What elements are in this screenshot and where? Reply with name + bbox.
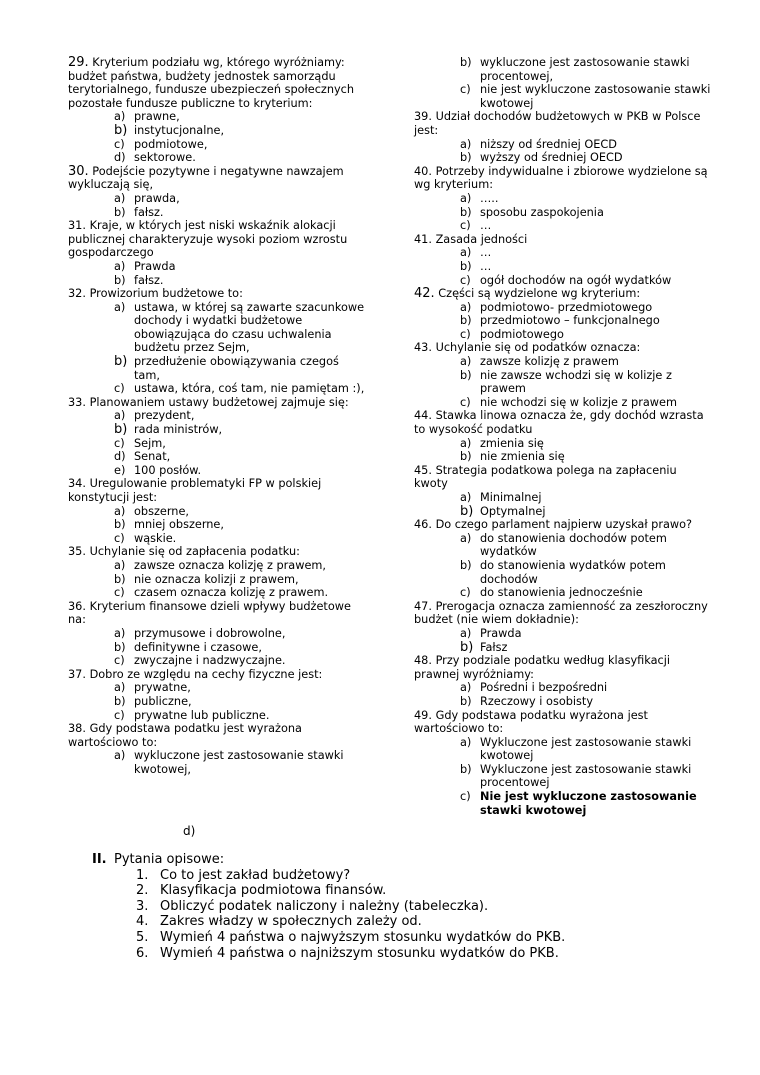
- descriptive-question-text: Klasyfikacja podmiotowa finansów.: [160, 883, 387, 899]
- option-label: b): [460, 56, 472, 69]
- option-label: a): [460, 681, 472, 695]
- answer-option: [414, 695, 714, 709]
- answer-option: [68, 627, 368, 641]
- question-number: 36.: [68, 599, 86, 613]
- answer-option: [414, 246, 714, 260]
- question-number: 47.: [414, 599, 432, 613]
- question: [414, 233, 714, 247]
- option-text: …: [480, 246, 492, 260]
- option-text: wykluczone jest zastosowanie stawki kwotowej,: [134, 749, 344, 776]
- question-text: Gdy podstawa podatku jest wyrażona wartościowo to:: [68, 722, 302, 749]
- answer-option: [68, 274, 368, 288]
- option-text: zawsze oznacza kolizję z prawem,: [134, 558, 327, 572]
- right-column: [414, 56, 714, 817]
- option-label: c): [114, 137, 125, 151]
- question-number: 49.: [414, 708, 432, 722]
- option-text: …..: [480, 191, 499, 205]
- question-number: 29.: [68, 55, 89, 70]
- option-label: a): [460, 355, 472, 369]
- option-label: c): [114, 436, 125, 450]
- section-2-title: Pytania opisowe:: [114, 852, 225, 867]
- option-text: sposobu zaspokojenia: [480, 205, 604, 219]
- option-label: b): [114, 122, 128, 138]
- option-label: a): [460, 626, 472, 640]
- option-label: c): [114, 531, 125, 545]
- answer-option: [68, 518, 368, 532]
- answer-option: [414, 355, 714, 369]
- option-label: a): [114, 558, 126, 572]
- option-label: a): [460, 436, 472, 450]
- answer-options: [68, 192, 368, 219]
- answer-options: [68, 110, 368, 164]
- answer-option: [414, 56, 714, 83]
- option-label: a): [114, 626, 126, 640]
- option-label: b): [114, 694, 126, 708]
- option-text: …: [480, 219, 492, 233]
- option-text: Prawda: [134, 259, 176, 273]
- answer-option: [68, 559, 368, 573]
- option-text: przedłużenie obowiązywania czegoś tam,: [134, 355, 339, 382]
- option-label: b): [460, 503, 474, 519]
- answer-option: [68, 301, 368, 355]
- question-number: 30.: [68, 163, 89, 179]
- question-text: Stawka linowa oznacza że, gdy dochód wzrasta to wysokość podatku: [414, 409, 704, 437]
- answer-option: [68, 709, 368, 723]
- answer-options: [414, 192, 714, 233]
- option-label: b): [460, 368, 472, 382]
- question-text: Przy podziale podatku według klasyfikacji prawnej wyróżniamy:: [414, 654, 671, 681]
- answer-option: [414, 736, 714, 763]
- option-label: b): [460, 694, 472, 708]
- question-number: 43.: [414, 341, 432, 355]
- answer-options: [414, 532, 714, 600]
- answer-option: [68, 586, 368, 600]
- option-text: przymusowe i dobrowolne,: [134, 626, 286, 640]
- answer-option: [414, 206, 714, 220]
- descriptive-question-text: Wymień 4 państwa o najniższym stosunku wydatków do PKB.: [160, 945, 559, 961]
- question: [68, 545, 368, 559]
- option-text: nie zawsze wchodzi się w kolizje z prawem: [480, 368, 672, 396]
- descriptive-question-number: 5.: [136, 929, 149, 945]
- answer-option: [68, 505, 368, 519]
- answer-option: [414, 274, 714, 288]
- section-2-list: [92, 868, 565, 962]
- option-label: b): [114, 572, 126, 586]
- option-label: b): [460, 205, 472, 219]
- option-text: prawne,: [134, 110, 180, 124]
- question-text: Gdy podstawa podatku wyrażona jest wartościowo to:: [414, 708, 648, 736]
- answer-option: [68, 573, 368, 587]
- option-text: ustawa, w której są zawarte szacunkowe dochody i wydatki budżetowe obowiązująca do czasu uchwalenia budżetu przez Sejm,: [134, 300, 365, 355]
- option-label: b): [460, 314, 472, 328]
- section-2: [92, 852, 565, 961]
- answer-option: [414, 790, 714, 817]
- answer-option: [414, 328, 714, 342]
- answer-options: [414, 246, 714, 287]
- option-label: b): [460, 450, 472, 464]
- option-text: Prawda: [480, 626, 522, 640]
- option-text: prywatne lub publiczne.: [134, 708, 270, 722]
- question-number: 38.: [68, 722, 86, 736]
- answer-option: [414, 491, 714, 505]
- descriptive-question: [92, 930, 565, 946]
- descriptive-question-number: 3.: [136, 898, 149, 914]
- option-text: instytucjonalne,: [134, 123, 225, 137]
- option-label: a): [114, 681, 126, 695]
- question-number: 31.: [68, 219, 86, 233]
- answer-options: [68, 260, 368, 287]
- option-label: a): [114, 259, 126, 273]
- option-text: czasem oznacza kolizję z prawem.: [134, 586, 329, 600]
- answer-options: [68, 627, 368, 668]
- answer-option: [68, 206, 368, 220]
- stray-option-label: d): [183, 824, 196, 838]
- option-label: a): [114, 749, 126, 763]
- question: [68, 477, 368, 504]
- question-text: Do czego parlament najpierw uzyskał prawo?: [435, 518, 693, 532]
- descriptive-question-number: 6.: [136, 945, 149, 961]
- answer-option: [68, 138, 368, 152]
- descriptive-question: [92, 946, 565, 962]
- option-label: a): [114, 110, 126, 124]
- option-label: a): [460, 246, 472, 260]
- option-text: przedmiotowo – funkcjonalnego: [480, 314, 660, 328]
- answer-options: [414, 355, 714, 409]
- answer-option: [414, 83, 714, 110]
- option-label: b): [460, 259, 472, 273]
- option-text: wąskie.: [134, 531, 177, 545]
- answer-options: [68, 409, 368, 477]
- option-label: d): [114, 151, 126, 165]
- option-text: mniej obszerne,: [134, 518, 224, 532]
- answer-option: [414, 151, 714, 165]
- option-label: a): [460, 300, 472, 314]
- option-text: niższy od średniej OECD: [480, 137, 617, 151]
- answer-option: [414, 260, 714, 274]
- option-label: a): [460, 531, 472, 545]
- option-text: Minimalnej: [480, 491, 542, 504]
- answer-option: [68, 260, 368, 274]
- option-text: Sejm,: [134, 436, 166, 450]
- question-number: 33.: [68, 395, 86, 409]
- option-text: prezydent,: [134, 409, 195, 423]
- question: [68, 396, 368, 410]
- descriptive-question: [92, 868, 565, 884]
- descriptive-question-number: 4.: [136, 914, 149, 930]
- question-text: Części są wydzielone wg kryterium:: [438, 287, 641, 301]
- option-text: nie zmienia się: [480, 450, 565, 464]
- question: [414, 287, 714, 301]
- answer-option: [414, 301, 714, 315]
- answer-option: [68, 124, 368, 138]
- option-text: podmiotowego: [480, 327, 564, 341]
- question: [414, 341, 714, 355]
- question-number: 35.: [68, 545, 86, 559]
- question-text: Uchylanie się od zapłacenia podatku:: [89, 545, 300, 559]
- option-text: zmienia się: [480, 436, 544, 450]
- option-text: 100 posłów.: [134, 463, 202, 477]
- answer-option: [68, 355, 368, 382]
- option-label: a): [114, 409, 126, 423]
- option-text: podmiotowo- przedmiotowego: [480, 300, 653, 314]
- option-text: Senat,: [134, 450, 171, 464]
- question-text: Dobro ze względu na cechy fizyczne jest:: [89, 667, 323, 681]
- option-text: Nie jest wykluczone zastosowanie stawki kwotowej: [480, 790, 697, 817]
- option-text: ustawa, która, coś tam, nie pamiętam :),: [134, 382, 365, 396]
- option-label: b): [460, 558, 472, 572]
- descriptive-question-text: Zakres władzy w społecznych zależy od.: [160, 914, 422, 930]
- question-text: Podejście pozytywne i negatywne nawzajem wykluczają się,: [68, 164, 344, 192]
- option-text: sektorowe.: [134, 151, 196, 165]
- answer-option: [414, 763, 714, 790]
- answer-options: [414, 437, 714, 464]
- answer-options: [414, 301, 714, 342]
- option-label: c): [460, 586, 471, 600]
- option-label: b): [114, 422, 128, 438]
- option-label: a): [460, 735, 472, 749]
- question-number: 39.: [414, 110, 432, 124]
- question: [414, 654, 714, 681]
- descriptive-question-number: 1.: [136, 867, 149, 883]
- left-column: [68, 56, 368, 776]
- question-text: Uregulowanie problematyki FP w polskiej konstytucji jest:: [68, 477, 322, 504]
- answer-option: [68, 641, 368, 655]
- answer-option: [414, 396, 714, 410]
- answer-option: [68, 151, 368, 165]
- answer-option: [414, 681, 714, 695]
- option-label: b): [114, 354, 128, 370]
- option-text: fałsz.: [134, 205, 164, 219]
- option-label: a): [114, 300, 126, 314]
- descriptive-question: [92, 899, 565, 915]
- question-number: 37.: [68, 667, 86, 681]
- section-2-header: [92, 852, 565, 868]
- descriptive-question: [92, 883, 565, 899]
- question-text: Uchylanie się od podatków oznacza:: [435, 341, 641, 355]
- option-label: c): [460, 83, 471, 97]
- option-text: Wykluczone jest zastosowanie stawki kwotowej: [480, 735, 692, 763]
- question: [414, 709, 714, 736]
- option-text: Rzeczowy i osobisty: [480, 694, 594, 708]
- question-number: 48.: [414, 654, 432, 668]
- option-label: c): [114, 654, 125, 668]
- question-number: 42.: [414, 286, 435, 302]
- option-label: c): [114, 708, 125, 722]
- answer-option: [68, 382, 368, 396]
- answer-option: [68, 192, 368, 206]
- question: [68, 219, 368, 260]
- question-number: 45.: [414, 463, 432, 477]
- answer-option: [68, 532, 368, 546]
- answer-option: [414, 586, 714, 600]
- option-text: prawda,: [134, 191, 180, 205]
- section-2-roman: II.: [92, 852, 107, 867]
- answer-option: [68, 423, 368, 437]
- answer-option: [414, 314, 714, 328]
- answer-options: [68, 301, 368, 396]
- answer-option: [414, 437, 714, 451]
- question-text: Kraje, w których jest niski wskaźnik alokacji publicznej charakteryzuje wysoki poziom wzrostu gospodarczego: [68, 219, 348, 260]
- option-label: b): [114, 205, 126, 219]
- question-text: Potrzeby indywidualne i zbiorowe wydzielone są wg kryterium:: [414, 164, 708, 192]
- answer-option: [68, 464, 368, 478]
- answer-option: [68, 437, 368, 451]
- descriptive-question-number: 2.: [136, 883, 149, 899]
- question: [414, 110, 714, 137]
- descriptive-question-text: Obliczyć podatek naliczony i należny (tabeleczka).: [160, 898, 489, 914]
- answer-option: [68, 749, 368, 776]
- question: [68, 600, 368, 627]
- answer-option: [414, 192, 714, 206]
- option-text: Fałsz: [480, 640, 508, 654]
- descriptive-question-text: Co to jest zakład budżetowy?: [160, 867, 351, 883]
- option-label: b): [114, 640, 126, 654]
- option-label: c): [460, 219, 471, 233]
- question: [414, 464, 714, 491]
- option-label: c): [460, 395, 471, 409]
- option-text: obszerne,: [134, 504, 189, 518]
- question-number: 34.: [68, 477, 86, 491]
- answer-options: [68, 559, 368, 600]
- question-text: Kryterium podziału wg, którego wyróżniamy: budżet państwa, budżety jednostek samorządu terytorialnego, fundusze ubezpieczeń społecznych pozostałe fundusze publiczne to kryterium:: [68, 56, 355, 110]
- answer-option: [68, 409, 368, 423]
- answer-options: [68, 505, 368, 546]
- answer-option: [68, 681, 368, 695]
- question: [414, 165, 714, 192]
- question-text: Prerogacja oznacza zamienność za zeszłoroczny budżet (nie wiem dokładnie):: [414, 599, 708, 627]
- question: [68, 56, 368, 110]
- question: [414, 600, 714, 627]
- question: [414, 409, 714, 436]
- answer-options: [68, 749, 368, 776]
- option-text: Pośredni i bezpośredni: [480, 681, 608, 695]
- option-text: definitywne i czasowe,: [134, 640, 262, 654]
- option-label: a): [114, 191, 126, 205]
- option-label: b): [114, 273, 126, 287]
- option-text: zwyczajne i nadzwyczajne.: [134, 654, 286, 668]
- option-text: do stanowienia wydatków potem dochodów: [480, 558, 666, 586]
- descriptive-question: [92, 914, 565, 930]
- descriptive-question-text: Wymień 4 państwa o najwyższym stosunku wydatków do PKB.: [160, 929, 566, 945]
- question-text: Planowaniem ustawy budżetowej zajmuje się:: [89, 395, 349, 409]
- option-text: do stanowienia dochodów potem wydatków: [480, 531, 667, 559]
- question-number: 40.: [414, 164, 432, 178]
- question: [414, 518, 714, 532]
- answer-option: [68, 110, 368, 124]
- option-text: wykluczone jest zastosowanie stawki procentowej,: [480, 56, 690, 83]
- option-text: nie jest wykluczone zastosowanie stawki kwotowej: [480, 83, 711, 110]
- question-text: Kryterium finansowe dzieli wpływy budżetowe na:: [68, 599, 351, 627]
- option-label: c): [114, 382, 125, 396]
- option-text: Wykluczone jest zastosowanie stawki procentowej: [480, 762, 692, 790]
- answer-options: [68, 681, 368, 722]
- answer-option: [414, 138, 714, 152]
- answer-option: [414, 532, 714, 559]
- option-text: …: [480, 259, 492, 273]
- option-label: b): [460, 151, 472, 165]
- option-text: publiczne,: [134, 694, 192, 708]
- option-text: zawsze kolizję z prawem: [480, 355, 619, 369]
- question-number: 44.: [414, 409, 432, 423]
- option-label: a): [114, 504, 126, 518]
- option-label: c): [460, 327, 471, 341]
- option-text: prywatne,: [134, 681, 191, 695]
- question-text: Prowizorium budżetowe to:: [89, 287, 243, 301]
- question-text: Zasada jedności: [435, 232, 528, 246]
- option-label: b): [460, 639, 474, 655]
- answer-options: [414, 56, 714, 110]
- question: [68, 287, 368, 301]
- answer-option: [414, 369, 714, 396]
- option-label: c): [460, 790, 471, 804]
- option-text: fałsz.: [134, 273, 164, 287]
- option-text: podmiotowe,: [134, 137, 208, 151]
- option-label: e): [114, 463, 126, 477]
- option-text: ogół dochodów na ogół wydatków: [480, 273, 672, 287]
- question-text: Udział dochodów budżetowych w PKB w Polsce jest:: [414, 110, 701, 137]
- answer-option: [414, 450, 714, 464]
- option-text: wyższy od średniej OECD: [480, 151, 623, 165]
- question: [68, 668, 368, 682]
- answer-option: [414, 641, 714, 655]
- question-number: 41.: [414, 232, 432, 246]
- question-number: 46.: [414, 518, 432, 532]
- option-label: b): [460, 762, 472, 776]
- option-label: a): [460, 191, 472, 205]
- answer-option: [68, 654, 368, 668]
- option-text: do stanowienia jednocześnie: [480, 586, 643, 600]
- answer-option: [68, 695, 368, 709]
- option-text: rada ministrów,: [134, 423, 223, 437]
- answer-options: [414, 627, 714, 654]
- option-text: nie wchodzi się w kolizje z prawem: [480, 395, 677, 409]
- question-number: 32.: [68, 287, 86, 301]
- answer-option: [414, 505, 714, 519]
- option-label: b): [114, 518, 126, 532]
- answer-option: [68, 450, 368, 464]
- option-label: c): [460, 273, 471, 287]
- answer-option: [414, 219, 714, 233]
- option-label: d): [114, 450, 126, 464]
- option-label: a): [460, 137, 472, 151]
- question: [68, 165, 368, 192]
- question: [68, 722, 368, 749]
- answer-options: [414, 736, 714, 818]
- answer-options: [414, 491, 714, 518]
- option-label: c): [114, 586, 125, 600]
- answer-options: [414, 138, 714, 165]
- answer-option: [414, 559, 714, 586]
- option-label: a): [460, 491, 472, 504]
- answer-option: [414, 627, 714, 641]
- option-text: Optymalnej: [480, 504, 546, 518]
- question-text: Strategia podatkowa polega na zapłaceniu kwoty: [414, 463, 677, 491]
- answer-options: [414, 681, 714, 708]
- option-text: nie oznacza kolizji z prawem,: [134, 572, 299, 586]
